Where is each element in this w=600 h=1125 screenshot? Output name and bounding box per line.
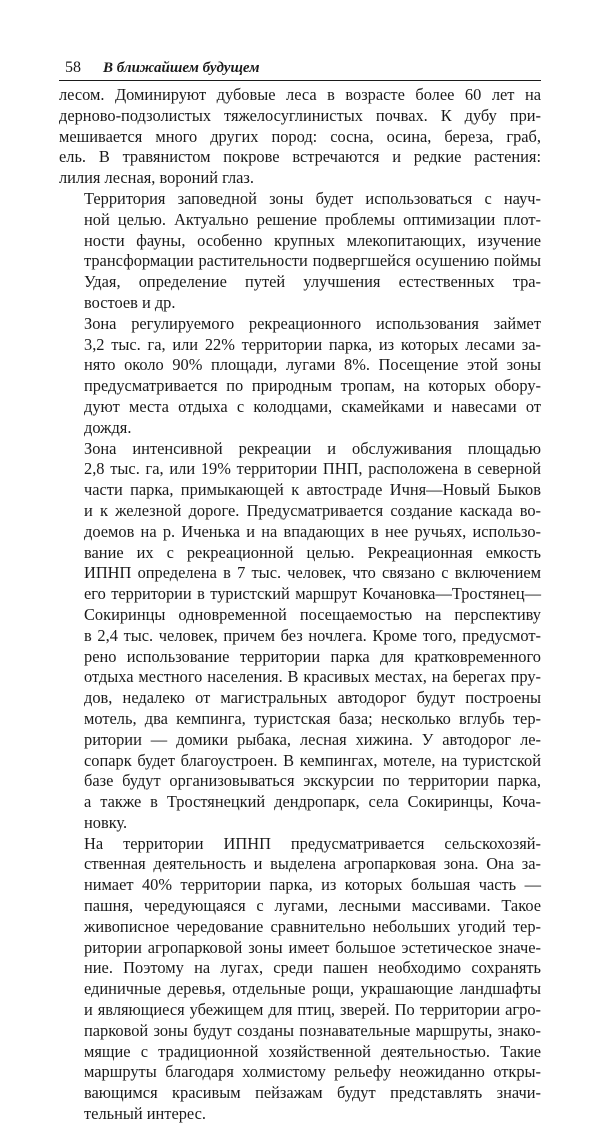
text-line: Сокиринцы одновременной посещаемостью на перспективу xyxy=(84,604,541,624)
text-line: дерново-подзолистых тяжелосуглинистых почвах. К дубу при- xyxy=(59,105,541,125)
text-line: доемов на р. Иченька и на впадающих в нее ручьях, использо- xyxy=(84,521,541,541)
text-line: отдыха местного населения. В красивых местах, на берегах пру- xyxy=(84,667,541,687)
text-line: нимает 40% территории парка, из которых большая часть — xyxy=(84,875,541,895)
text-line: единичные деревья, отдельные рощи, украшающие ландшафты xyxy=(84,979,541,999)
text-line: ной целью. Актуально решение проблемы оптимизации плот- xyxy=(84,209,541,229)
text-line: рено использование территории парка для кратковременного xyxy=(84,646,541,666)
text-line: ние. Поэтому на лугах, среди пашен необходимо сохранять xyxy=(84,958,541,978)
text-line: новку. xyxy=(84,812,128,832)
paragraph xyxy=(59,85,541,189)
text-line: ель. В травянистом покрове встречаются и редкие растения: xyxy=(59,147,541,167)
text-line: востоев и др. xyxy=(84,292,176,312)
text-line: лилия лесная, вороний глаз. xyxy=(59,168,254,188)
text-line: сопарк будет благоустроен. В кемпингах, мотеле, на туристской xyxy=(84,750,541,770)
text-line: мотель, два кемпинга, туристская база; несколько вглубь тер- xyxy=(84,708,541,728)
text-line: мящие с традиционной хозяйственной деятельностью. Такие xyxy=(84,1041,541,1061)
text-line: дуют места отдыха с колодцами, скамейками и навесами от xyxy=(84,396,541,416)
running-header xyxy=(59,58,541,78)
paragraph xyxy=(59,439,541,834)
text-line: Зона интенсивной рекреации и обслуживания площадью xyxy=(84,438,541,458)
text-line: и к железной дороге. Предусматривается создание каскада во- xyxy=(84,500,541,520)
text-line: вающимся красивым пейзажам будут представлять значи- xyxy=(84,1083,541,1103)
text-line: 2,8 тыс. га, или 19% территории ПНП, расположена в северной xyxy=(84,459,541,479)
text-line: ритории — домики рыбака, лесная хижина. У автодорог ле- xyxy=(84,729,541,749)
text-line: в 2,4 тыс. человек, причем без ночлега. Кроме того, предусмот- xyxy=(84,625,541,645)
text-line: дов, недалеко от магистральных автодорог будут построены xyxy=(84,688,541,708)
text-line: его территории в туристский маршрут Кочановка—Тростянец— xyxy=(84,584,541,604)
running-title: В ближайшем будущем xyxy=(103,60,260,76)
text-line: На территории ИПНП предусматривается сельскохозяй- xyxy=(84,833,541,853)
paragraph xyxy=(59,834,541,1125)
text-line: а также в Тростянецкий дендропарк, села Сокиринцы, Коча- xyxy=(84,792,541,812)
text-line: ИПНП определена в 7 тыс. человек, что связано с включением xyxy=(84,563,541,583)
text-line: тельный интерес. xyxy=(84,1104,206,1124)
text-line: парковой зоны будут созданы познавательные маршруты, знако- xyxy=(84,1020,541,1040)
text-line: ственная деятельность и выделена агропарковая зона. Она за- xyxy=(84,854,541,874)
text-line: ности фауны, особенно крупных млекопитающих, изучение xyxy=(84,230,541,250)
text-line: вание их с рекреационной целью. Рекреационная емкость xyxy=(84,542,541,562)
header-rule xyxy=(59,80,541,81)
page-number: 58 xyxy=(65,59,81,76)
book-page xyxy=(59,58,541,1125)
text-line: нято около 90% площади, лугами 8%. Посещение этой зоны xyxy=(84,355,541,375)
text-line: и являющиеся убежищем для птиц, зверей. По территории агро- xyxy=(84,1000,541,1020)
text-line: базе будут организовываться экскурсии по территории парка, xyxy=(84,771,541,791)
text-line: Удая, определение путей улучшения естественных тра- xyxy=(84,272,541,292)
text-line: ритории агропарковой зоны имеет большое эстетическое значе- xyxy=(84,937,541,957)
paragraph xyxy=(59,314,541,439)
text-line: части парка, примыкающей к автостраде Ичня—Новый Быков xyxy=(84,480,541,500)
text-line: дождя. xyxy=(84,417,132,437)
text-line: предусматривается по природным тропам, на которых обору- xyxy=(84,376,541,396)
text-line: пашня, чередующаяся с лугами, лесными массивами. Такое xyxy=(84,896,541,916)
text-line: живописное чередование сравнительно небольших угодий тер- xyxy=(84,916,541,936)
paragraph xyxy=(59,189,541,314)
body-text xyxy=(59,85,541,1125)
text-line: мешивается много других пород: сосна, осина, береза, граб, xyxy=(59,126,541,146)
text-line: лесом. Доминируют дубовые леса в возрасте более 60 лет на xyxy=(59,85,541,104)
text-line: 3,2 тыс. га, или 22% территории парка, из которых лесами за- xyxy=(84,334,541,354)
text-line: Зона регулируемого рекреационного использования займет xyxy=(84,313,541,333)
text-line: трансформации растительности подвергшейся осушению поймы xyxy=(84,251,541,271)
text-line: маршруты благодаря холмистому рельефу неожиданно откры- xyxy=(84,1062,541,1082)
text-line: Территория заповедной зоны будет использоваться с науч- xyxy=(84,188,541,208)
